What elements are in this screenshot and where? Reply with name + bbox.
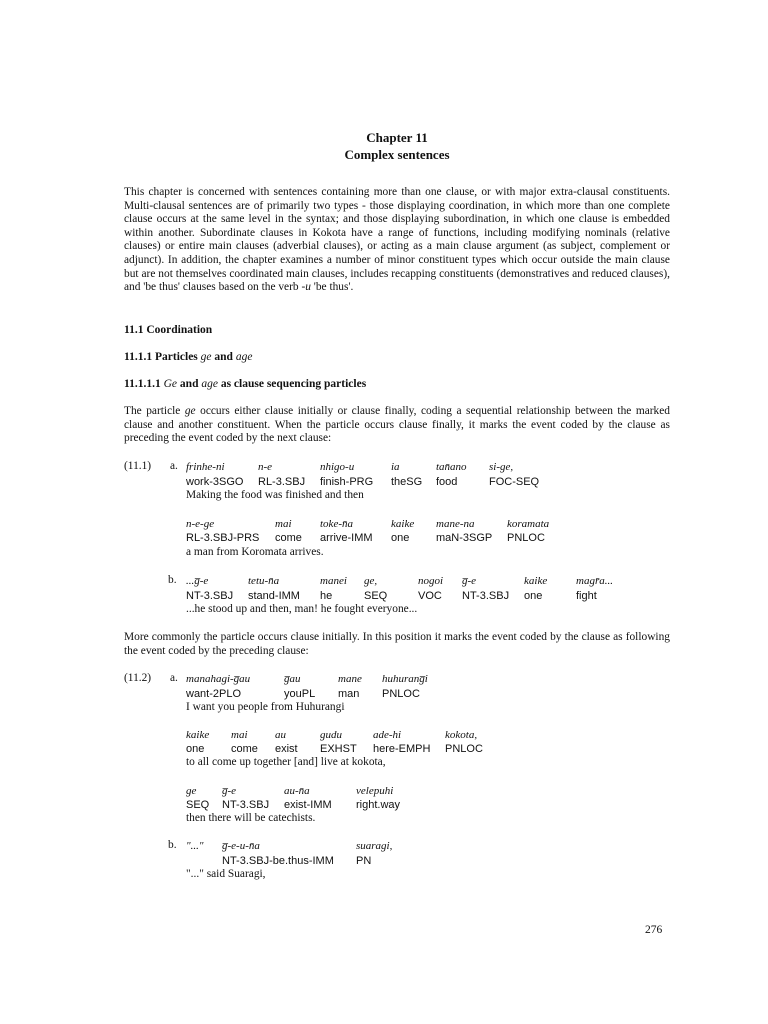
example-gloss: SEQ [186, 799, 210, 811]
example-word: "..." [186, 840, 204, 852]
example-word: mai [275, 518, 292, 530]
example-translation: Making the food was finished and then [186, 489, 364, 501]
example-translation: a man from Koromata arrives. [186, 546, 324, 558]
example-word: koramata [507, 518, 550, 530]
example-gloss: VOC [418, 590, 442, 602]
example-word: kaike [391, 518, 415, 530]
example-gloss: RL-3.SBJ-PRS [186, 532, 260, 544]
page-number: 276 [645, 924, 663, 936]
paragraph-ge-final [124, 405, 670, 446]
example-word: mane [338, 673, 362, 685]
example-gloss: one [186, 743, 205, 755]
example-sub-label: b. [168, 839, 177, 851]
example-gloss: come [231, 743, 258, 755]
example-gloss: here-EMPH [373, 743, 431, 755]
heading-age: age [235, 351, 253, 363]
example-translation: "..." said Suaragi, [186, 868, 266, 880]
example-gloss: NT-3.SBJ [462, 590, 510, 602]
heading-11-1-1-1 [124, 378, 366, 390]
example-word: kokota, [445, 729, 478, 741]
paragraph-ge-initial: More commonly the particle occurs clause initially. In this position it marks the event coded by the clause as following the event coded by the preceding clause: [124, 631, 670, 657]
example-word: magr̄a... [576, 575, 613, 587]
example-word: gudu [320, 729, 342, 741]
chapter-title: Complex sentences [344, 147, 450, 162]
example-word: au-n̄a [284, 785, 310, 797]
example-word: nhigo-u [320, 461, 355, 473]
example-gloss: PNLOC [382, 688, 420, 700]
heading-ge: ge [200, 351, 212, 363]
heading-and: and [177, 378, 202, 390]
example-word: tan̄ano [436, 461, 467, 473]
example-word: n-e-ge [186, 518, 215, 530]
example-word: g̅-e-u-n̄a [222, 840, 260, 852]
example-gloss: work-3SGO [186, 476, 244, 488]
example-gloss: PNLOC [445, 743, 483, 755]
example-word: frinhe-ni [186, 461, 225, 473]
example-sub-label: b. [168, 574, 177, 586]
heading-prefix: 11.1.1 Particles [124, 351, 201, 363]
example-gloss: PN [356, 855, 372, 867]
example-word: ia [391, 461, 400, 473]
intro-verb: -u [301, 281, 311, 294]
example-word: g̅au [284, 673, 301, 685]
example-gloss: EXHST [320, 743, 357, 755]
example-gloss: NT-3.SBJ [222, 799, 270, 811]
heading-ge: Ge [163, 378, 178, 390]
example-sub-label: a. [170, 460, 178, 472]
example-gloss: man [338, 688, 360, 700]
example-gloss: youPL [284, 688, 316, 700]
example-word: g̅-e [462, 575, 477, 587]
example-word: n-e [258, 461, 273, 473]
example-word: manahagi-g̅au [186, 673, 251, 685]
chapter-number: Chapter 11 [366, 130, 428, 145]
example-gloss: he [320, 590, 333, 602]
example-gloss: exist-IMM [284, 799, 332, 811]
example-translation: I want you people from Huhurangi [186, 701, 345, 713]
example-translation: then there will be catechists. [186, 812, 316, 824]
example-gloss: one [524, 590, 543, 602]
example-word: si-ge, [489, 461, 514, 473]
example-gloss: food [436, 476, 458, 488]
example-gloss: RL-3.SBJ [258, 476, 306, 488]
example-gloss: maN-3SGP [436, 532, 493, 544]
example-word: au [275, 729, 286, 741]
heading-suffix: as clause sequencing particles [217, 378, 367, 390]
example-word: kaike [186, 729, 210, 741]
para-start: The particle [124, 405, 185, 417]
example-word: velepuhi [356, 785, 394, 797]
example-word: toke-n̄a [320, 518, 353, 530]
example-gloss: fight [576, 590, 597, 602]
example-word: huhurang̅i [382, 673, 428, 685]
example-gloss: want-2PLO [186, 688, 242, 700]
example-word: tetu-n̄a [248, 575, 280, 587]
example-word: ge, [364, 575, 378, 587]
example-word: suaragi, [356, 840, 393, 852]
example-gloss: NT-3.SBJ [186, 590, 234, 602]
example-gloss: PNLOC [507, 532, 545, 544]
example-sub-label: a. [170, 672, 178, 684]
heading-11-1: 11.1 Coordination [124, 324, 213, 336]
example-gloss: NT-3.SBJ-be.thus-IMM [222, 855, 334, 867]
example-gloss: come [275, 532, 302, 544]
example-gloss: arrive-IMM [320, 532, 373, 544]
example-word: g̅-e [222, 785, 237, 797]
example-word: mane-na [436, 518, 475, 530]
example-translation: to all come up together [and] live at kokota, [186, 756, 386, 768]
example-gloss: SEQ [364, 590, 388, 602]
example-word: mai [231, 729, 248, 741]
example-gloss: one [391, 532, 410, 544]
example-gloss: finish-PRG [320, 476, 374, 488]
example-number: (11.1) [124, 460, 152, 472]
example-word: kaike [524, 575, 548, 587]
example-gloss: FOC-SEQ [489, 476, 540, 488]
example-gloss: theSG [391, 476, 423, 488]
heading-and: and [211, 351, 236, 363]
intro-paragraph [124, 186, 670, 295]
example-word: nogoi [418, 575, 444, 587]
heading-age: age [201, 378, 218, 390]
example-word: ...g̅-e [186, 575, 209, 587]
example-word: manei [320, 575, 347, 587]
example-word: ge [186, 785, 197, 797]
intro-text: This chapter is concerned with sentences containing more than one clause, or with major extra-clausal constituents. Multi-clausal sentences are of primarily two types - those displaying coordination, in which more than one complete clause occurs at the same level in the syntax; and those displaying subordination, in which one clause is embedded within another. Subordinate clauses in Kokota have a range of functions, including modifying nominals (relative clauses) or entire main clauses (adverbial clauses), or acting as a main clause argument (as subject, complement or adjunct). In addition, the chapter examines a number of minor constituent types which occur outside the main clause but are not themselves coordinated main clauses, includes recapping constituents (demonstratives and reduced clauses), and 'be thus' clauses based on the verb [124, 186, 670, 294]
heading-11-1-1 [124, 351, 252, 363]
example-gloss: stand-IMM [248, 590, 300, 602]
para-rest: occurs either clause initially or clause finally, coding a sequential relationship between the marked clause and another constituent. When the particle occurs clause finally, it marks the event coded by the clause as preceding the event coded by the next clause: [124, 405, 670, 445]
example-gloss: right.way [356, 799, 401, 811]
heading-prefix: 11.1.1.1 [124, 378, 164, 390]
example-translation: ...he stood up and then, man! he fought everyone... [186, 603, 418, 615]
example-gloss: exist [275, 743, 298, 755]
example-number: (11.2) [124, 672, 152, 684]
para-ge: ge [184, 405, 196, 417]
intro-end: 'be thus'. [310, 281, 354, 294]
example-word: ade-hi [373, 729, 402, 741]
